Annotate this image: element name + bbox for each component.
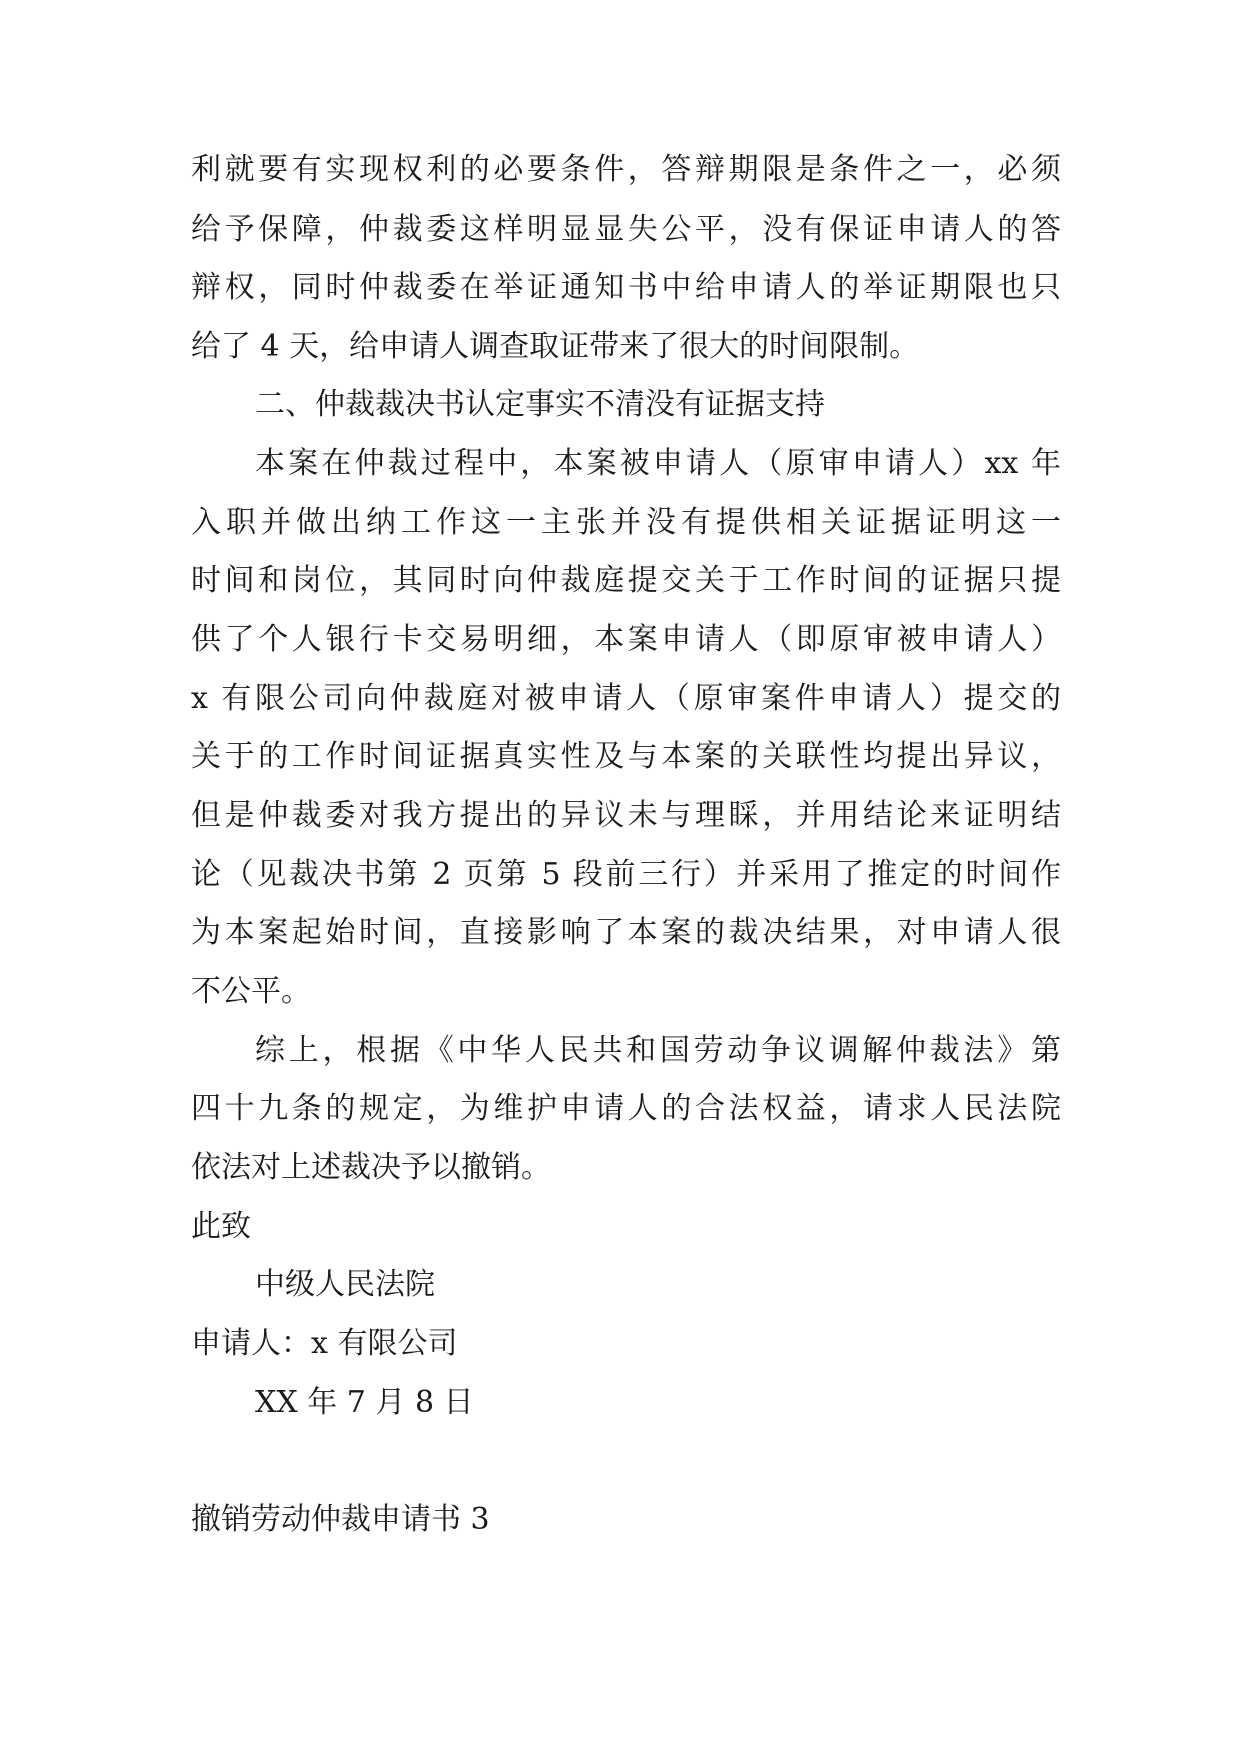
paragraph-2-line-4: 供了个人银行卡交易明细，本案申请人（即原审被申请人）	[191, 622, 1061, 657]
paragraph-2-line-7: 但是仲裁委对我方提出的异议未与理睬，并用结论来证明结	[191, 798, 1061, 833]
paragraph-2-line-6: 关于的工作时间证据真实性及与本案的关联性均提出异议，	[191, 739, 1061, 774]
paragraph-2-line-2: 入职并做出纳工作这一主张并没有提供相关证据证明这一	[191, 505, 1061, 540]
paragraph-2-line-10: 不公平。	[191, 974, 311, 1009]
paragraph-3-line-1: 综上，根据《中华人民共和国劳动争议调解仲裁法》第	[255, 1033, 1061, 1068]
court-name: 中级人民法院	[255, 1267, 435, 1302]
paragraph-2-line-9: 为本案起始时间，直接影响了本案的裁决结果，对申请人很	[191, 915, 1061, 950]
closing-salutation: 此致	[191, 1209, 251, 1244]
paragraph-1-line-1: 利就要有实现权利的必要条件，答辩期限是条件之一，必须	[191, 152, 1061, 187]
next-document-title: 撤销劳动仲裁申请书 3	[191, 1502, 490, 1537]
paragraph-1-line-3: 辩权，同时仲裁委在举证通知书中给申请人的举证期限也只	[191, 270, 1061, 305]
paragraph-2-line-5: x 有限公司向仲裁庭对被申请人（原审案件申请人）提交的	[191, 681, 1061, 716]
paragraph-3-line-2: 四十九条的规定，为维护申请人的合法权益，请求人民法院	[191, 1091, 1061, 1126]
section-heading-2: 二、仲裁裁决书认定事实不清没有证据支持	[255, 387, 825, 422]
paragraph-1-line-4: 给了 4 天，给申请人调查取证带来了很大的时间限制。	[191, 329, 920, 364]
paragraph-3-line-3: 依法对上述裁决予以撤销。	[191, 1150, 551, 1185]
paragraph-2-line-1: 本案在仲裁过程中，本案被申请人（原审申请人）xx 年	[255, 446, 1061, 481]
paragraph-2-line-8: 论（见裁决书第 2 页第 5 段前三行）并采用了推定的时间作	[191, 857, 1061, 892]
document-date: XX 年 7 月 8 日	[255, 1385, 474, 1420]
paragraph-1-line-2: 给予保障，仲裁委这样明显显失公平，没有保证申请人的答	[191, 212, 1061, 247]
applicant-signature: 申请人：x 有限公司	[191, 1326, 458, 1361]
paragraph-2-line-3: 时间和岗位，其同时向仲裁庭提交关于工作时间的证据只提	[191, 563, 1061, 598]
